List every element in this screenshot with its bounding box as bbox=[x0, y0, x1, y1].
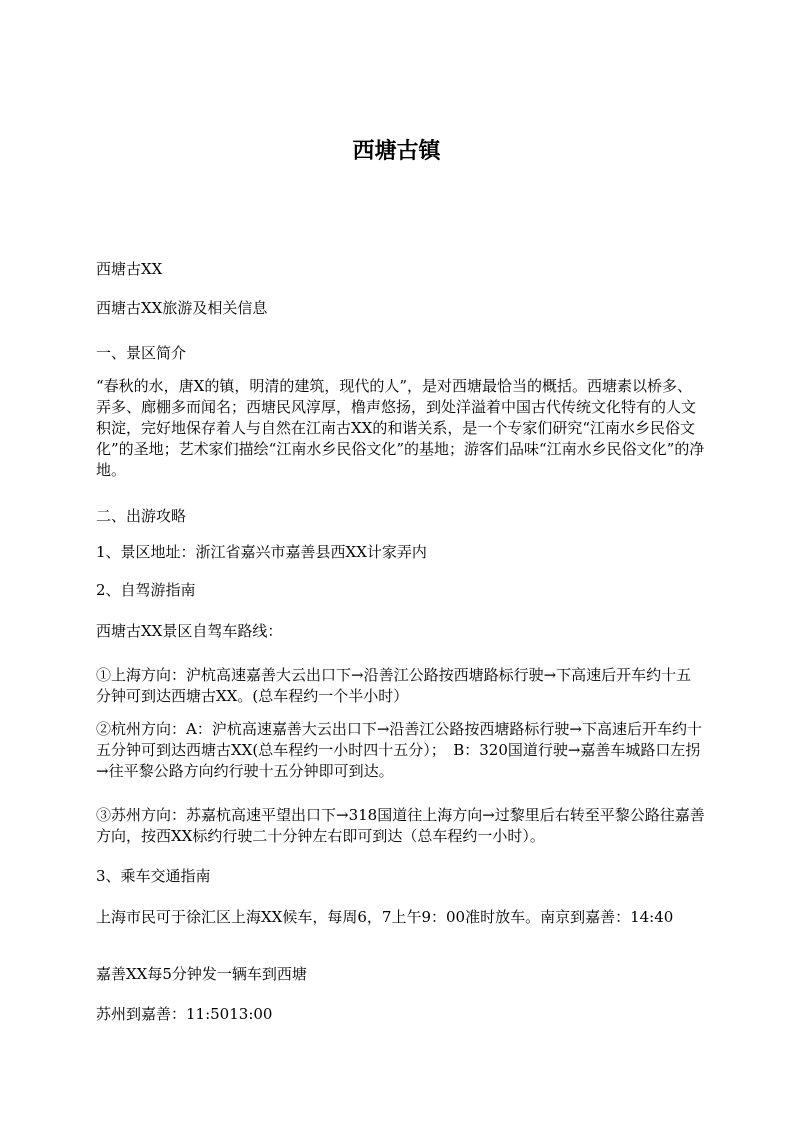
subheading-self-drive: 2、自驾游指南 bbox=[96, 581, 196, 599]
paragraph-suzhou-schedule: 苏州到嘉善：11:5013:00 bbox=[96, 1005, 273, 1023]
paragraph-jiashan-bus: 嘉善XX每5分钟发一辆车到西塘 bbox=[96, 965, 307, 983]
section-heading-travel-guide: 二、出游攻略 bbox=[96, 507, 187, 525]
paragraph-route-shanghai: ①上海方向：沪杭高速嘉善大云出口下→沿善江公路按西塘路标行驶→下高速后开车约十五分钟可到达西塘古XX。(总车程约一个半小时） bbox=[96, 666, 692, 705]
paragraph-self-drive-route: 西塘古XX景区自驾车路线： bbox=[96, 622, 283, 640]
paragraph-shanghai-bus: 上海市民可于徐汇区上海XX候车，每周6，7上午9：00准时放车。南京到嘉善：14:40 bbox=[96, 908, 674, 926]
paragraph-town-name: 西塘古XX bbox=[96, 260, 163, 278]
paragraph-intro-body: “春秋的水，唐X的镇，明清的建筑，现代的人”，是对西塘最恰当的概括。西塘素以桥多、弄多、廊棚多而闻名；西塘民风淳厚，橹声悠扬，到处洋溢着中国古代传统文化特有的人文积淀，完好地保存着人与自然在江南古XX的和谐关系，是一个专家们研究“江南水乡民俗文化”的圣地；艺术家们描绘“江南水乡民俗文化”的基地；游客们品味“江南水乡民俗文化”的净地。 bbox=[96, 377, 705, 479]
paragraph-subtitle: 西塘古XX旅游及相关信息 bbox=[96, 299, 268, 317]
paragraph-route-hangzhou: ②杭州方向：A：沪杭高速嘉善大云出口下→沿善江公路按西塘路标行驶→下高速后开车约十五分钟可到达西塘古XX(总车程约一小时四十五分）； B：320国道行驶→嘉善车城路口左拐→往平黎公路方向约行驶十五分钟即可到达。 bbox=[96, 720, 702, 780]
subheading-public-transport: 3、乘车交通指南 bbox=[96, 867, 211, 885]
paragraph-route-suzhou: ③苏州方向：苏嘉杭高速平望出口下→318国道往上海方向→过黎里后右转至平黎公路往嘉善方向，按西XX标约行驶二十分钟左右即可到达（总车程约一小时）。 bbox=[96, 806, 705, 845]
paragraph-address: 1、景区地址：浙江省嘉兴市嘉善县西XX计家弄内 bbox=[96, 543, 427, 561]
page-title: 西塘古镇 bbox=[352, 139, 441, 164]
section-heading-intro: 一、景区简介 bbox=[96, 344, 187, 362]
